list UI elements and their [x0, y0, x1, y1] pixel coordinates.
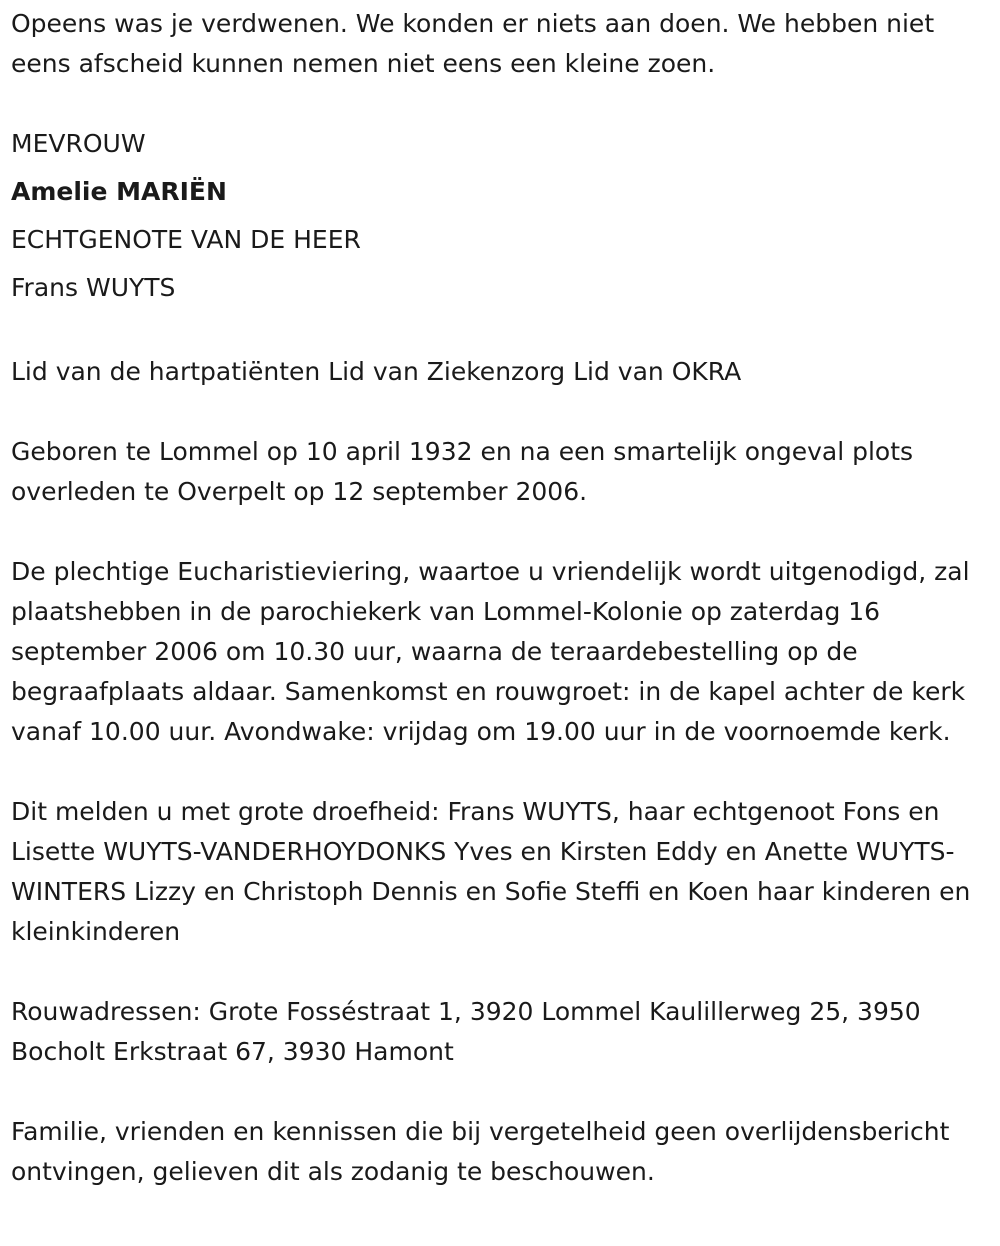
- spacer: [11, 84, 1000, 124]
- deceased-name: Amelie MARIËN: [11, 177, 227, 206]
- title-prefix: MEVROUW: [11, 129, 146, 158]
- spacer: [11, 312, 1000, 352]
- name-block: [11, 120, 1000, 312]
- memberships-paragraph: Lid van de hartpatiënten Lid van Ziekenzorg Lid van OKRA: [11, 357, 742, 386]
- spouse-name: Frans WUYTS: [11, 273, 176, 302]
- intro-paragraph: Opeens was je verdwenen. We konden er niets aan doen. We hebben niet eens afscheid kunnen nemen niet eens een kleine zoen.: [11, 9, 935, 78]
- spacer: [11, 752, 1000, 792]
- announcement-paragraph: Dit melden u met grote droefheid: Frans WUYTS, haar echtgenoot Fons en Lisette WUYTS-VANDERHOYDONKS Yves en Kirsten Eddy en Anette WUYTS-WINTERS Lizzy en Christoph Dennis en Sofie Steffi en Koen haar kinderen en kleinkinderen: [11, 797, 971, 946]
- spacer: [11, 392, 1000, 432]
- ceremony-paragraph: De plechtige Eucharistieviering, waartoe u vriendelijk wordt uitgenodigd, zal plaatshebben in de parochiekerk van Lommel-Kolonie op zaterdag 16 september 2006 om 10.30 uur, waarna de teraardebestelling op de begraafplaats aldaar. Samenkomst en rouwgroet: in de kapel achter de kerk vanaf 10.00 uur. Avondwake: vrijdag om 19.00 uur in de voornoemde kerk.: [11, 557, 970, 746]
- birth-death-paragraph: Geboren te Lommel op 10 april 1932 en na een smartelijk ongeval plots overleden te Overpelt op 12 september 2006.: [11, 437, 914, 506]
- addresses-paragraph: Rouwadressen: Grote Fosséstraat 1, 3920 Lommel Kaulillerweg 25, 3950 Bocholt Erkstraat 67, 3930 Hamont: [11, 997, 921, 1066]
- spacer: [11, 952, 1000, 992]
- spacer: [11, 1072, 1000, 1112]
- spouse-label: ECHTGENOTE VAN DE HEER: [11, 225, 361, 254]
- spacer: [11, 512, 1000, 552]
- closing-paragraph: Familie, vrienden en kennissen die bij vergetelheid geen overlijdensbericht ontvingen, gelieven dit als zodanig te beschouwen.: [11, 1117, 950, 1186]
